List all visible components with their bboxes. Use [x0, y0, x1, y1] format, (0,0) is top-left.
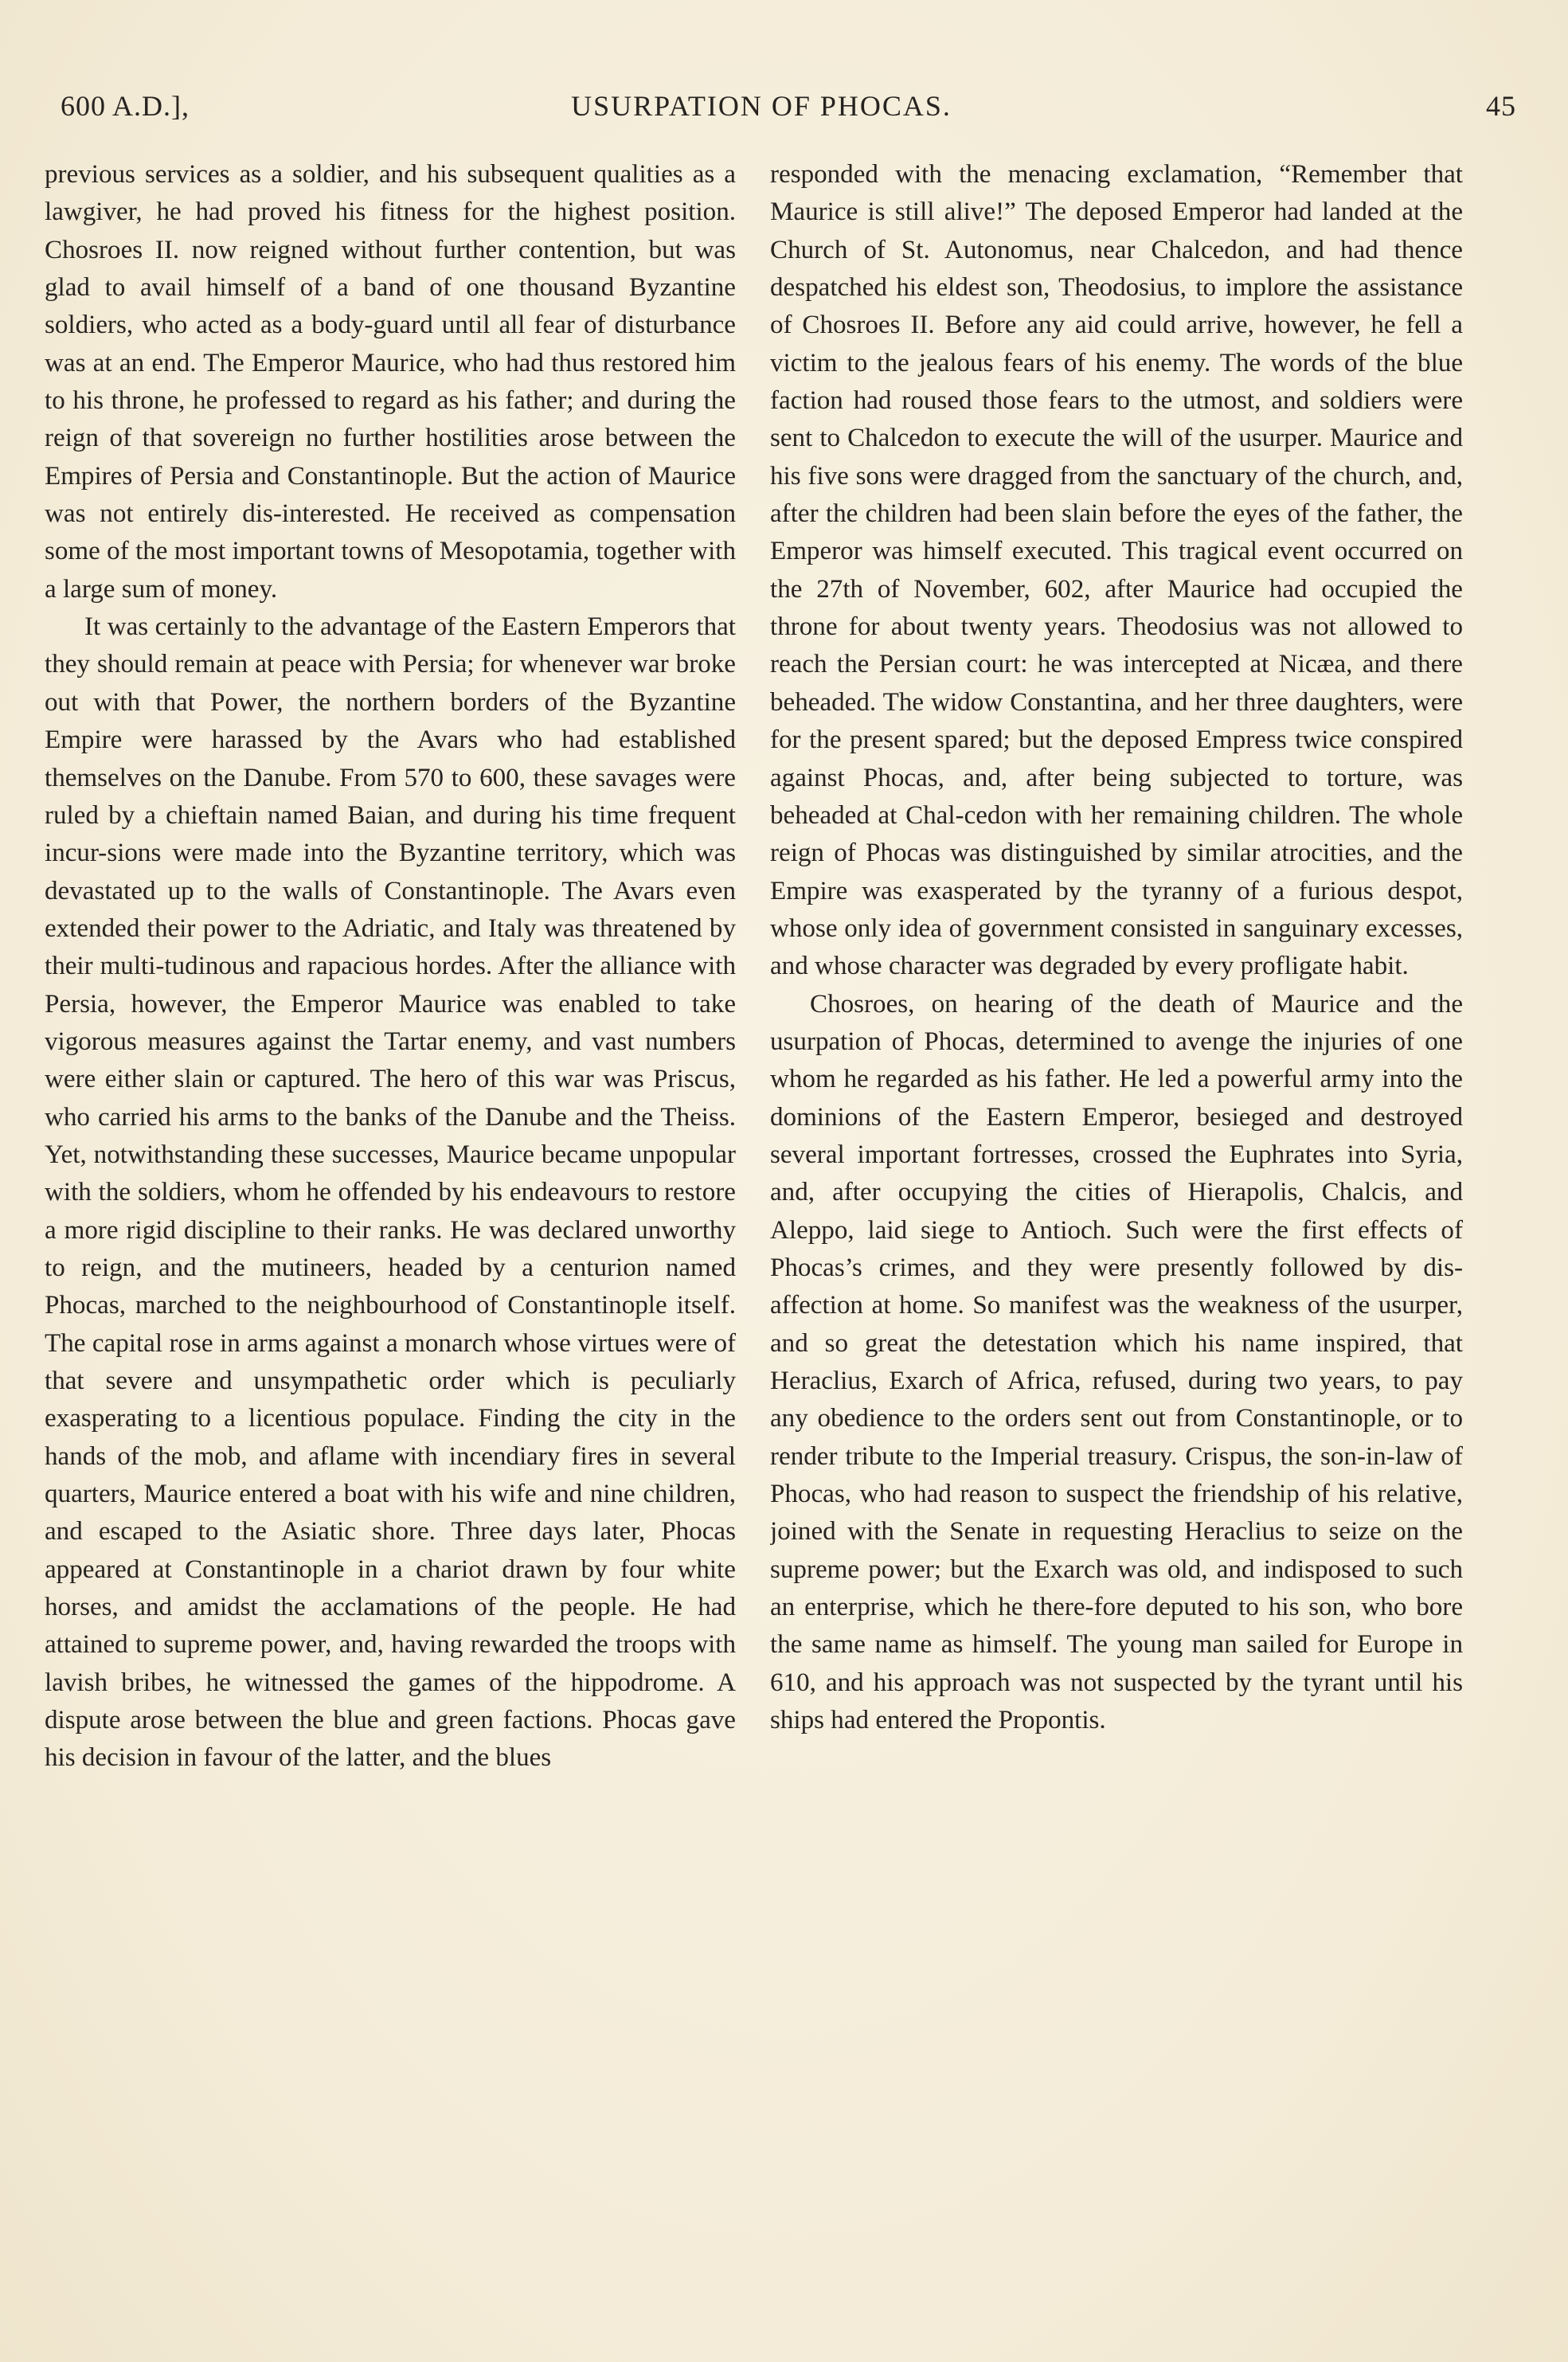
header-chapter-title: USURPATION OF PHOCAS. — [571, 90, 952, 122]
right-text-column — [770, 156, 1463, 2306]
running-header — [61, 89, 1516, 137]
left-text-column — [45, 156, 736, 2306]
right-paragraph-1: responded with the menacing exclamation, “Remember that Maurice is still alive!” The deposed Emperor had landed at the Church of St. Autonomus, near Chalcedon, and had thence despatched his eldest son, Theodosius, to implore the assistance of Chosroes II. Before any aid could arrive, however, he fell a victim to the jealous fears of his enemy. The words of the blue faction had roused those fears to the utmost, and soldiers were sent to Chalcedon to execute the will of the usurper. Maurice and his five sons were dragged from the sanctuary of the church, and, after the children had been slain before the eyes of the father, the Emperor was himself executed. This tragical event occurred on the 27th of November, 602, after Maurice had occupied the throne for about twenty years. Theodosius was not allowed to reach the Persian court: he was intercepted at Nicæa, and there beheaded. The widow Constantina, and her three daughters, were for the present spared; but the deposed Empress twice conspired against Phocas, and, after being subjected to torture, was beheaded at Chal-cedon with her remaining children. The whole reign of Phocas was distinguished by similar atrocities, and the Empire was exasperated by the tyranny of a furious despot, whose only idea of government consisted in sanguinary excesses, and whose character was degraded by every profligate habit. — [770, 160, 1463, 981]
header-date-range: 600 A.D.], — [61, 90, 190, 122]
page-number: 45 — [1486, 90, 1516, 122]
right-paragraph-2: Chosroes, on hearing of the death of Maurice and the usurpation of Phocas, determined to avenge the injuries of one whom he regarded as his father. He led a powerful army into the dominions of the Eastern Emperor, besieged and destroyed several important fortresses, crossed the Euphrates into Syria, and, after occupying the cities of Hierapolis, Chalcis, and Aleppo, laid siege to Antioch. Such were the first effects of Phocas’s crimes, and they were presently followed by dis-affection at home. So manifest was the weakness of the usurper, and so great the detestation which his name inspired, that Heraclius, Exarch of Africa, refused, during two years, to pay any obedience to the orders sent out from Constantinople, or to render tribute to the Imperial treasury. Crispus, the son-in-law of Phocas, who had reason to suspect the friendship of his relative, joined with the Senate in requesting Heraclius to seize on the supreme power; but the Exarch was old, and indisposed to such an enterprise, which he there-fore deputed to his son, who bore the same name as himself. The young man sailed for Europe in 610, and his approach was not suspected by the tyrant until his ships had entered the Propontis. — [770, 989, 1463, 1735]
left-paragraph-2: It was certainly to the advantage of the Eastern Emperors that they should remain at peace with Persia; for whenever war broke out with that Power, the northern borders of the Byzantine Empire were harassed by the Avars who had established themselves on the Danube. From 570 to 600, these savages were ruled by a chieftain named Baian, and during his time frequent incur-sions were made into the Byzantine territory, which was devastated up to the walls of Constantinople. The Avars even extended their power to the Adriatic, and Italy was threatened by their multi-tudinous and rapacious hordes. After the alliance with Persia, however, the Emperor Maurice was enabled to take vigorous measures against the Tartar enemy, and vast numbers were either slain or captured. The hero of this war was Priscus, who carried his arms to the banks of the Danube and the Theiss. Yet, notwithstanding these successes, Maurice became unpopular with the soldiers, whom he offended by his endeavours to restore a more rigid discipline to their ranks. He was declared unworthy to reign, and the mutineers, headed by a centurion named Phocas, marched to the neighbourhood of Constantinople itself. The capital rose in arms against a monarch whose virtues were of that severe and unsympathetic order which is peculiarly exasperating to a licentious populace. Finding the city in the hands of the mob, and aflame with incendiary fires in several quarters, Maurice entered a boat with his wife and nine children, and escaped to the Asiatic shore. Three days later, Phocas appeared at Constantinople in a chariot drawn by four white horses, and amidst the acclamations of the people. He had attained to supreme power, and, having rewarded the troops with lavish bribes, he witnessed the games of the hippodrome. A dispute arose between the blue and green factions. Phocas gave his decision in favour of the latter, and the blues — [45, 612, 736, 1773]
left-paragraph-1: previous services as a soldier, and his subsequent qualities as a lawgiver, he had proved his fitness for the highest position. Chosroes II. now reigned without further contention, but was glad to avail himself of a band of one thousand Byzantine soldiers, who acted as a body-guard until all fear of disturbance was at an end. The Emperor Maurice, who had thus restored him to his throne, he professed to regard as his father; and during the reign of that sovereign no further hostilities arose between the Empires of Persia and Constantinople. But the action of Maurice was not entirely dis-interested. He received as compensation some of the most important towns of Mesopotamia, together with a large sum of money. — [45, 160, 736, 604]
